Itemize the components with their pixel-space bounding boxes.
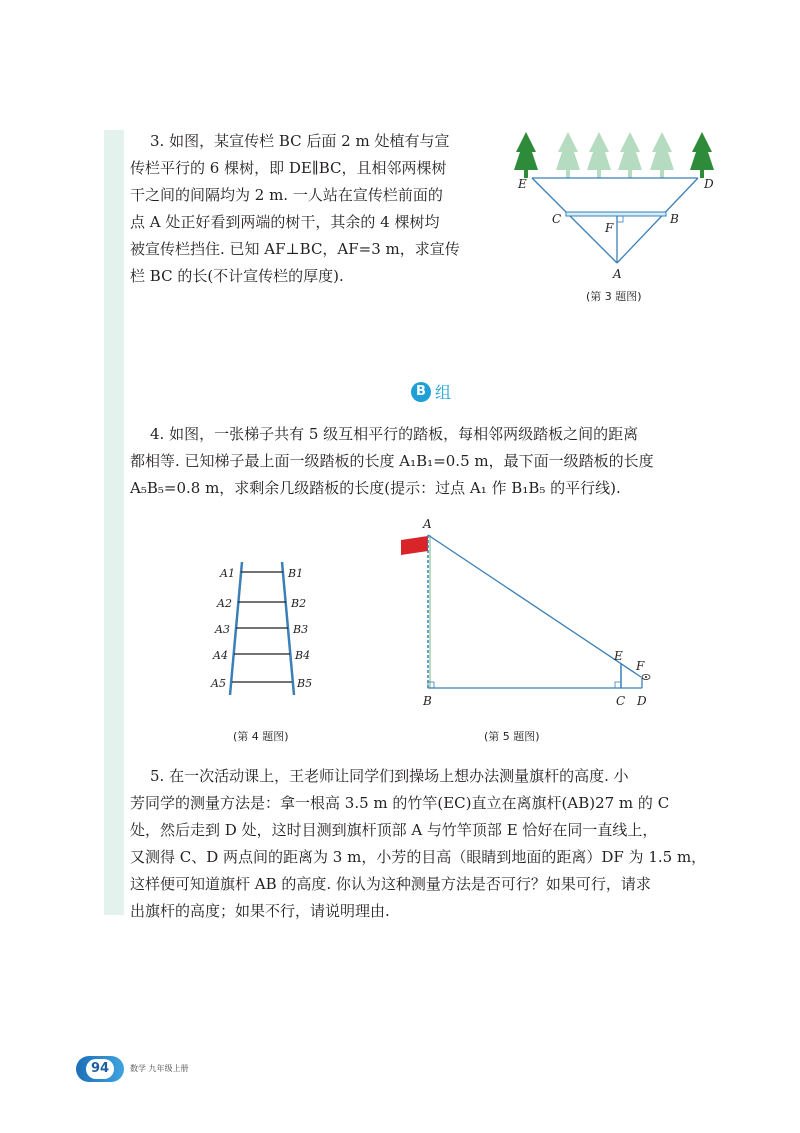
figure-3-caption: (第 3 题图) [586,290,642,303]
label-A: A [423,517,432,531]
label-E: E [518,177,527,191]
label-F: F [636,659,645,673]
page-number: 94 [86,1059,114,1079]
problem-3-line: 栏 BC 的长(不计宣传栏的厚度). [130,267,344,285]
problem-5-line: 5. 在一次活动课上，王老师让同学们到操场上想办法测量旗杆的高度. 小 [150,767,629,785]
label-B5: B5 [297,677,313,690]
problem-5-line: 处，然后走到 D 处，这时目测到旗杆顶部 A 与竹竿顶部 E 恰好在同一直线上， [130,821,658,839]
label-F: F [605,221,614,235]
tree-icon [618,132,642,178]
label-B: B [423,694,432,708]
label-B: B [670,212,679,226]
figure-3-diagram [510,130,730,290]
label-B4: B4 [295,649,311,662]
problem-5-line: 出旗杆的高度；如果不行，请说明理由. [130,902,390,920]
problem-3-line: 3. 如图，某宣传栏 BC 后面 2 m 处植有与宣 [150,132,450,150]
label-A2: A2 [217,597,232,610]
group-b-header [411,380,451,402]
group-badge: B [411,382,431,402]
billboard-bc [566,212,666,216]
label-B3: B3 [293,623,309,636]
problem-4-line: 4. 如图，一张梯子共有 5 级互相平行的踏板，每相邻两级踏板之间的距离 [150,425,639,443]
label-A1: A1 [220,567,235,580]
eye-icon [642,675,650,680]
problem-3-line: 点 A 处正好看到两端的树干，其余的 4 棵树均 [130,213,440,231]
label-B2: B2 [291,597,307,610]
problem-3-line: 被宣传栏挡住. 已知 AF⊥BC，AF=3 m，求宣传 [130,240,460,258]
label-C: C [616,694,626,708]
margin-sidebar [104,130,124,915]
problem-5-line: 又测得 C、D 两点间的距离为 3 m，小芳的目高（眼睛到地面的距离）DF 为 1.5 m， [130,848,707,866]
group-label: 组 [435,383,452,402]
problem-3-line: 干之间的间隔均为 2 m. 一人站在宣传栏前面的 [130,186,443,204]
figure-4-ladder [200,550,320,710]
tree-icon [556,132,580,178]
label-D: D [704,177,714,191]
problem-5-line: 这样便可知道旗杆 AB 的高度. 你认为这种测量方法是否可行？如果可行，请求 [130,875,651,893]
label-E: E [614,649,623,663]
tree-icon [514,132,538,178]
book-title: 数学 九年级上册 [130,1064,189,1073]
label-B1: B1 [288,567,304,580]
tree-icon [650,132,674,178]
problem-3-line: 传栏平行的 6 棵树，即 DE∥BC，且相邻两棵树 [130,159,447,177]
label-D: D [637,694,647,708]
label-A4: A4 [213,649,228,662]
tree-icon [587,132,611,178]
flag-icon [401,536,428,555]
problem-4-line: 都相等. 已知梯子最上面一级踏板的长度 A₁B₁=0.5 m，最下面一级踏板的长度 [130,452,654,470]
label-A3: A3 [215,623,230,636]
label-A5: A5 [211,677,226,690]
tree-icon [690,132,714,178]
figure-5-caption: (第 5 题图) [484,730,540,743]
problem-5-line: 芳同学的测量方法是：拿一根高 3.5 m 的竹竿(EC)直立在离旗杆(AB)27 m 的 C [130,794,670,812]
figure-5-flagpole [395,515,665,715]
label-C: C [552,212,562,226]
figure-4-caption: (第 4 题图) [233,730,289,743]
label-A: A [613,267,622,281]
page-number-badge [76,1056,124,1082]
problem-4-line: A₅B₅=0.8 m，求剩余几级踏板的长度(提示：过点 A₁ 作 B₁B₅ 的平行线). [130,479,621,497]
